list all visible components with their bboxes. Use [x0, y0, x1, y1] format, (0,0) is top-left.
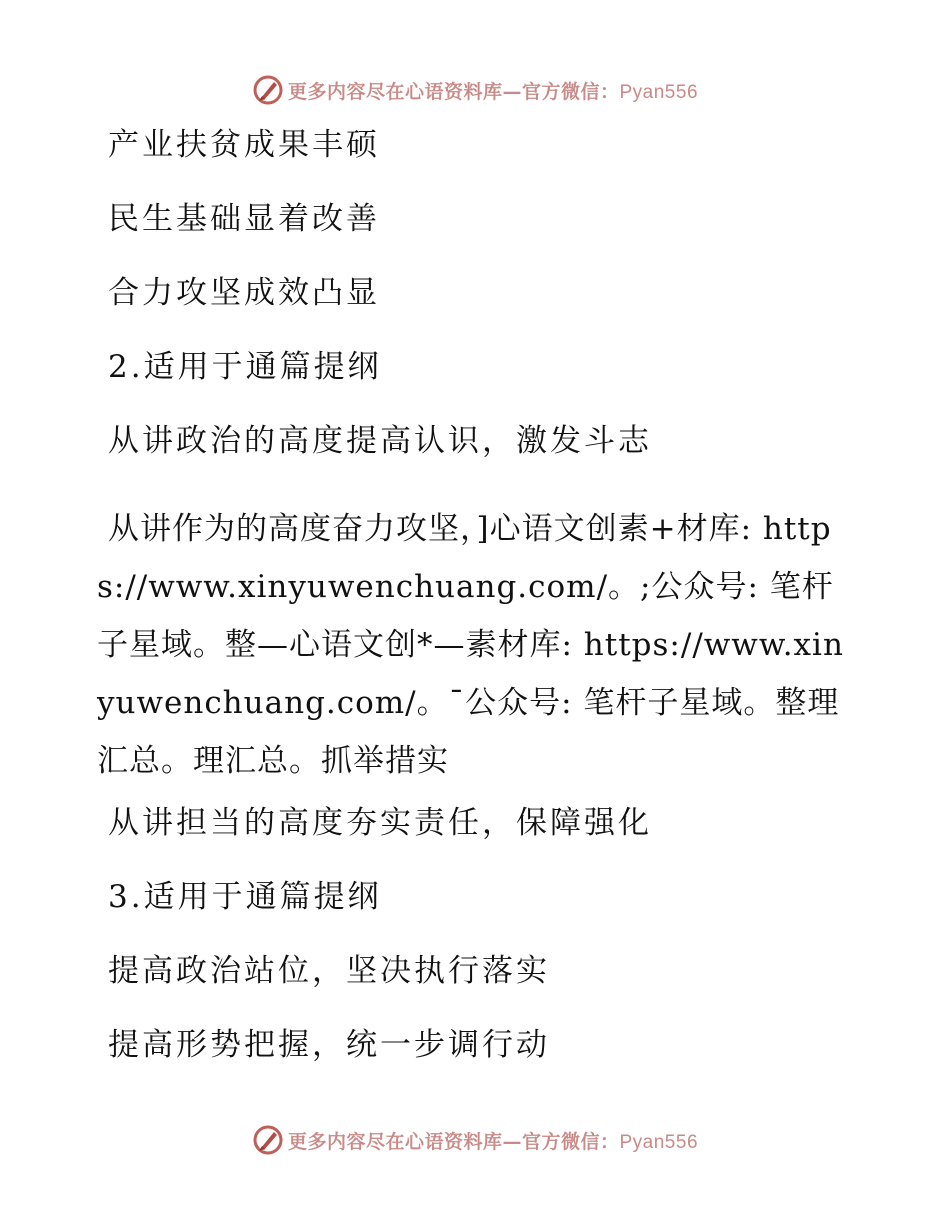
quill-logo-icon — [252, 1124, 284, 1156]
text-line-2: 民生基础显着改善 — [108, 201, 380, 237]
text-line-7: 从讲担当的高度夯实责任，保障强化 — [108, 805, 652, 841]
footer-banner — [0, 1120, 950, 1160]
banner-text — [288, 1127, 698, 1154]
banner-label: 更多内容尽在心语资料库—官方微信： — [287, 1130, 620, 1153]
text-line-3: 合力攻坚成效凸显 — [108, 275, 380, 311]
quill-logo-icon — [252, 74, 284, 106]
text-line-5: 从讲政治的高度提高认识，激发斗志 — [108, 423, 652, 459]
banner-label: 更多内容尽在心语资料库—官方微信： — [287, 80, 620, 103]
banner-wechat-id: Pyan556 — [619, 81, 699, 103]
text-line-1: 产业扶贫成果丰硕 — [108, 127, 380, 163]
section-heading-3: 3.适用于通篇提纲 — [108, 879, 382, 915]
text-paragraph-6: 从讲作为的高度奋力攻坚，]心语文创素+材库: https://www.xinyuwenchuang.com/。;公众号: 笔杆子星域。整—心语文创*—素材库: https://www.xinyuwenchuang.com/。¯公众号: 笔杆子星域。整理汇总。理汇总。抓举措实 — [97, 511, 844, 779]
text-line-9: 提高政治站位，坚决执行落实 — [108, 953, 550, 989]
text-line-10: 提高形势把握，统一步调行动 — [108, 1027, 550, 1063]
section-heading-2: 2.适用于通篇提纲 — [108, 349, 382, 385]
banner-wechat-id: Pyan556 — [619, 1131, 699, 1153]
header-banner — [0, 70, 950, 110]
banner-text — [288, 77, 698, 104]
